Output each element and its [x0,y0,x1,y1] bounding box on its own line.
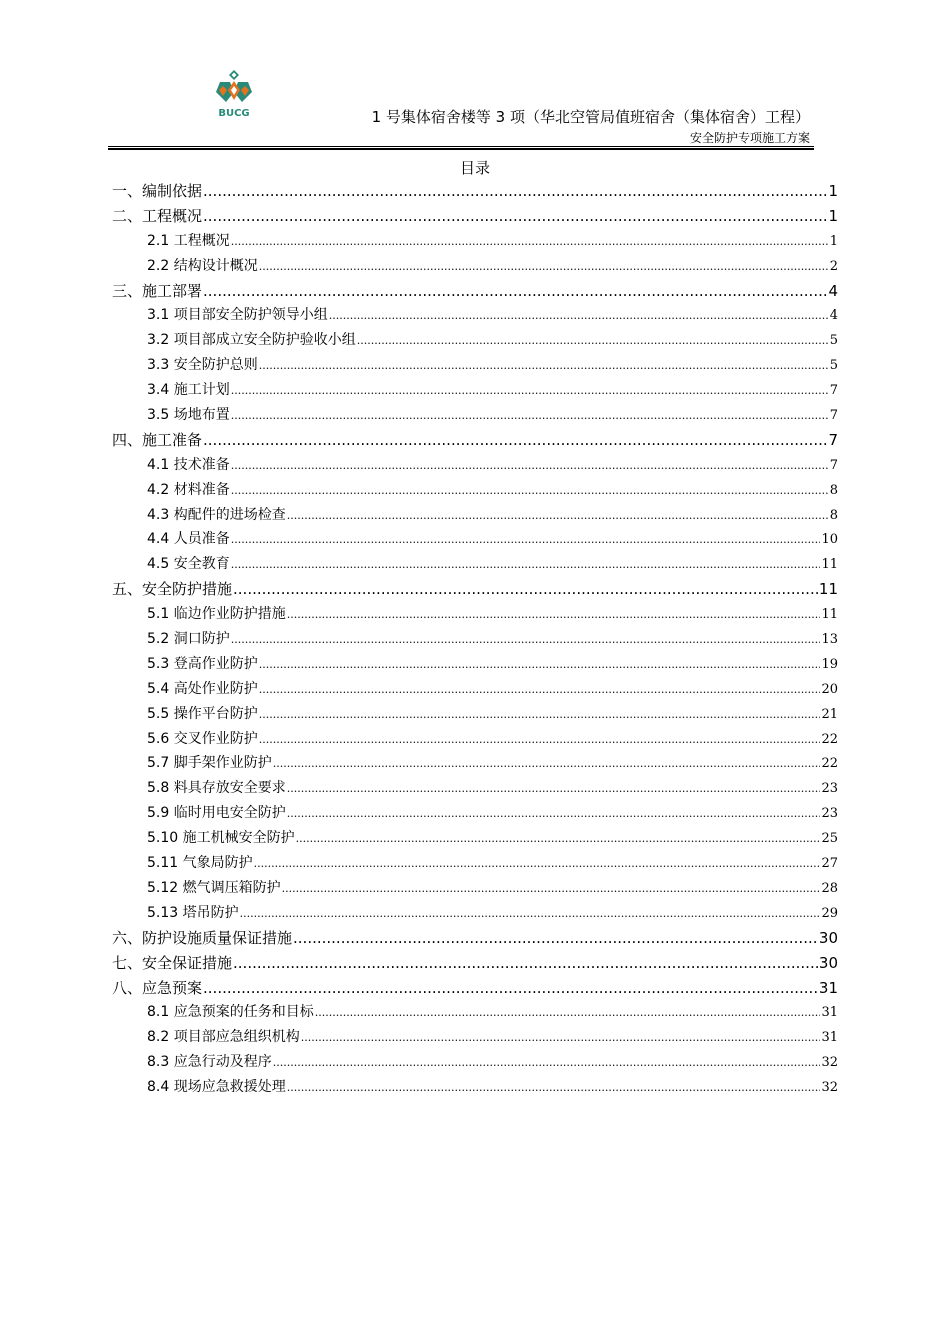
toc-entry-label: 5.6 交叉作业防护 [147,730,258,747]
toc-dot-leader [301,1026,821,1051]
toc-entry-label: 4.5 安全教育 [147,556,230,573]
toc-entry-chapter[interactable] [112,976,838,1001]
toc-entry-label: 8.2 项目部应急组织机构 [147,1029,300,1046]
toc-entry-page: 31 [821,1030,838,1046]
toc-entry-page: 11 [821,607,838,623]
toc-entry-label: 2.1 工程概况 [147,232,230,249]
toc-entry-section[interactable] [112,378,838,403]
toc-entry-page: 5 [829,358,838,374]
toc-dot-leader [231,479,829,504]
toc-entry-chapter[interactable] [112,926,838,951]
toc-entry-label: 七、安全保证措施 [112,953,233,972]
toc-entry-section[interactable] [112,353,838,378]
toc-entry-chapter[interactable] [112,204,838,229]
toc-entry-page: 8 [829,482,838,498]
toc-entry-section[interactable] [112,751,838,776]
toc-entry-chapter[interactable] [112,577,838,602]
toc-dot-leader [254,852,821,877]
toc-entry-label: 8.1 应急预案的任务和目标 [147,1004,314,1021]
toc-entry-section[interactable] [112,1075,838,1100]
bucg-emblem-icon [212,68,256,108]
toc-entry-label: 五、安全防护措施 [112,580,233,599]
toc-entry-section[interactable] [112,826,838,851]
toc-entry-section[interactable] [112,303,838,328]
toc-entry-chapter[interactable] [112,951,838,976]
toc-entry-label: 5.7 脚手架作业防护 [147,755,272,772]
toc-entry-page: 4 [829,308,838,324]
toc-entry-page: 23 [821,781,838,797]
toc-entry-page: 23 [821,806,838,822]
toc-entry-page: 31 [818,978,838,997]
toc-entry-label: 四、施工准备 [112,430,203,449]
toc-entry-label: 8.4 现场应急救援处理 [147,1079,286,1096]
toc-entry-page: 2 [829,258,838,274]
toc-entry-label: 4.4 人员准备 [147,531,230,548]
toc-entry-section[interactable] [112,503,838,528]
toc-entry-label: 5.8 料具存放安全要求 [147,780,286,797]
company-logo [212,68,256,124]
toc-entry-label: 3.3 安全防护总则 [147,357,258,374]
toc-entry-page: 7 [828,430,838,449]
toc-entry-page: 25 [821,831,838,847]
toc-entry-label: 2.2 结构设计概况 [147,257,258,274]
table-of-contents [112,179,838,1100]
toc-entry-page: 30 [818,928,838,947]
toc-entry-page: 31 [821,1005,838,1021]
toc-entry-section[interactable] [112,776,838,801]
toc-entry-section[interactable] [112,328,838,353]
toc-dot-leader [233,577,818,602]
toc-dot-leader [203,976,818,1001]
toc-entry-section[interactable] [112,652,838,677]
toc-entry-label: 一、编制依据 [112,182,203,200]
toc-entry-section[interactable] [112,1050,838,1075]
toc-entry-page: 1 [829,233,838,249]
document-header-title: 1 号集体宿舍楼等 3 项（华北空管局值班宿舍（集体宿舍）工程） [371,108,810,126]
toc-entry-page: 28 [821,880,838,896]
toc-entry-section[interactable] [112,602,838,627]
toc-dot-leader [240,902,821,927]
toc-entry-section[interactable] [112,527,838,552]
toc-title: 目录 [459,159,490,177]
toc-entry-label: 六、防护设施质量保证措施 [112,928,293,947]
toc-dot-leader [231,404,829,429]
toc-dot-leader [259,354,829,379]
toc-entry-page: 10 [821,532,838,548]
toc-entry-page: 21 [821,706,838,722]
toc-dot-leader [203,179,827,204]
toc-dot-leader [315,1001,821,1026]
header-divider-thick [108,148,814,150]
toc-entry-label: 8.3 应急行动及程序 [147,1054,272,1071]
toc-entry-label: 4.3 构配件的进场检查 [147,506,286,523]
toc-dot-leader [231,553,821,578]
toc-entry-section[interactable] [112,702,838,727]
toc-entry-label: 5.10 施工机械安全防护 [147,830,295,847]
toc-entry-label: 二、工程概况 [112,206,203,225]
toc-entry-label: 4.1 技术准备 [147,456,230,473]
toc-entry-chapter[interactable] [112,179,838,204]
toc-entry-section[interactable] [112,801,838,826]
toc-dot-leader [231,628,821,653]
toc-entry-page: 7 [829,457,838,473]
toc-dot-leader [296,827,821,852]
toc-entry-section[interactable] [112,677,838,702]
toc-dot-leader [203,279,827,304]
toc-dot-leader [259,703,821,728]
toc-entry-label: 3.2 项目部成立安全防护验收小组 [147,332,356,349]
toc-entry-section[interactable] [112,1025,838,1050]
toc-entry-label: 5.1 临边作业防护措施 [147,606,286,623]
toc-dot-leader [293,926,818,951]
toc-dot-leader [259,653,821,678]
toc-entry-section[interactable] [112,229,838,254]
toc-entry-section[interactable] [112,901,838,926]
toc-entry-page: 7 [829,383,838,399]
toc-dot-leader [287,802,821,827]
toc-dot-leader [287,777,821,802]
header-divider-thin [108,146,814,147]
toc-entry-section[interactable] [112,876,838,901]
toc-entry-page: 22 [821,731,838,747]
toc-dot-leader [357,329,829,354]
toc-entry-label: 5.5 操作平台防护 [147,705,258,722]
toc-dot-leader [203,428,827,453]
toc-entry-section[interactable] [112,453,838,478]
toc-entry-page: 8 [829,507,838,523]
toc-entry-label: 5.9 临时用电安全防护 [147,805,286,822]
toc-dot-leader [231,528,821,553]
toc-entry-page: 11 [818,580,838,599]
toc-entry-label: 三、施工部署 [112,281,203,300]
toc-entry-page: 7 [829,408,838,424]
toc-entry-section[interactable] [112,403,838,428]
toc-dot-leader [231,230,829,255]
toc-entry-section[interactable] [112,851,838,876]
toc-entry-section[interactable] [112,254,838,279]
toc-entry-page: 29 [821,905,838,921]
toc-entry-page: 4 [828,281,838,300]
toc-entry-page: 5 [829,333,838,349]
toc-entry-label: 5.13 塔吊防护 [147,904,239,921]
toc-entry-label: 5.3 登高作业防护 [147,655,258,672]
toc-entry-label: 5.2 洞口防护 [147,631,230,648]
toc-entry-page: 27 [821,856,838,872]
toc-entry-page: 1 [828,182,838,200]
toc-entry-section[interactable] [112,1000,838,1025]
toc-entry-section[interactable] [112,727,838,752]
toc-entry-page: 13 [821,632,838,648]
toc-entry-page: 1 [828,206,838,225]
toc-entry-label: 5.11 气象局防护 [147,855,253,872]
toc-dot-leader [287,1076,821,1101]
toc-dot-leader [273,1051,821,1076]
toc-entry-chapter[interactable] [112,279,838,304]
toc-entry-label: 5.4 高处作业防护 [147,680,258,697]
toc-dot-leader [273,752,821,777]
toc-entry-page: 32 [821,1055,838,1071]
toc-entry-label: 3.5 场地布置 [147,407,230,424]
toc-entry-page: 32 [821,1080,838,1096]
toc-entry-section[interactable] [112,478,838,503]
toc-entry-page: 22 [821,756,838,772]
toc-entry-label: 八、应急预案 [112,978,203,997]
toc-entry-label: 3.4 施工计划 [147,382,230,399]
toc-entry-page: 19 [821,656,838,672]
toc-entry-page: 30 [818,953,838,972]
toc-entry-section[interactable] [112,552,838,577]
toc-entry-chapter[interactable] [112,428,838,453]
toc-entry-label: 4.2 材料准备 [147,481,230,498]
toc-dot-leader [231,454,829,479]
toc-entry-page: 20 [821,681,838,697]
toc-entry-label: 5.12 燃气调压箱防护 [147,879,281,896]
toc-dot-leader [329,304,829,329]
document-header-subtitle: 安全防护专项施工方案 [689,131,810,145]
toc-dot-leader [282,877,821,902]
toc-dot-leader [287,603,821,628]
logo-text: BUCG [218,108,250,119]
toc-dot-leader [231,379,829,404]
toc-dot-leader [259,678,821,703]
toc-entry-section[interactable] [112,627,838,652]
toc-entry-page: 11 [821,557,838,573]
toc-dot-leader [287,504,829,529]
toc-dot-leader [203,204,827,229]
toc-dot-leader [233,951,818,976]
toc-dot-leader [259,255,829,280]
toc-dot-leader [259,728,821,753]
toc-entry-label: 3.1 项目部安全防护领导小组 [147,307,328,324]
